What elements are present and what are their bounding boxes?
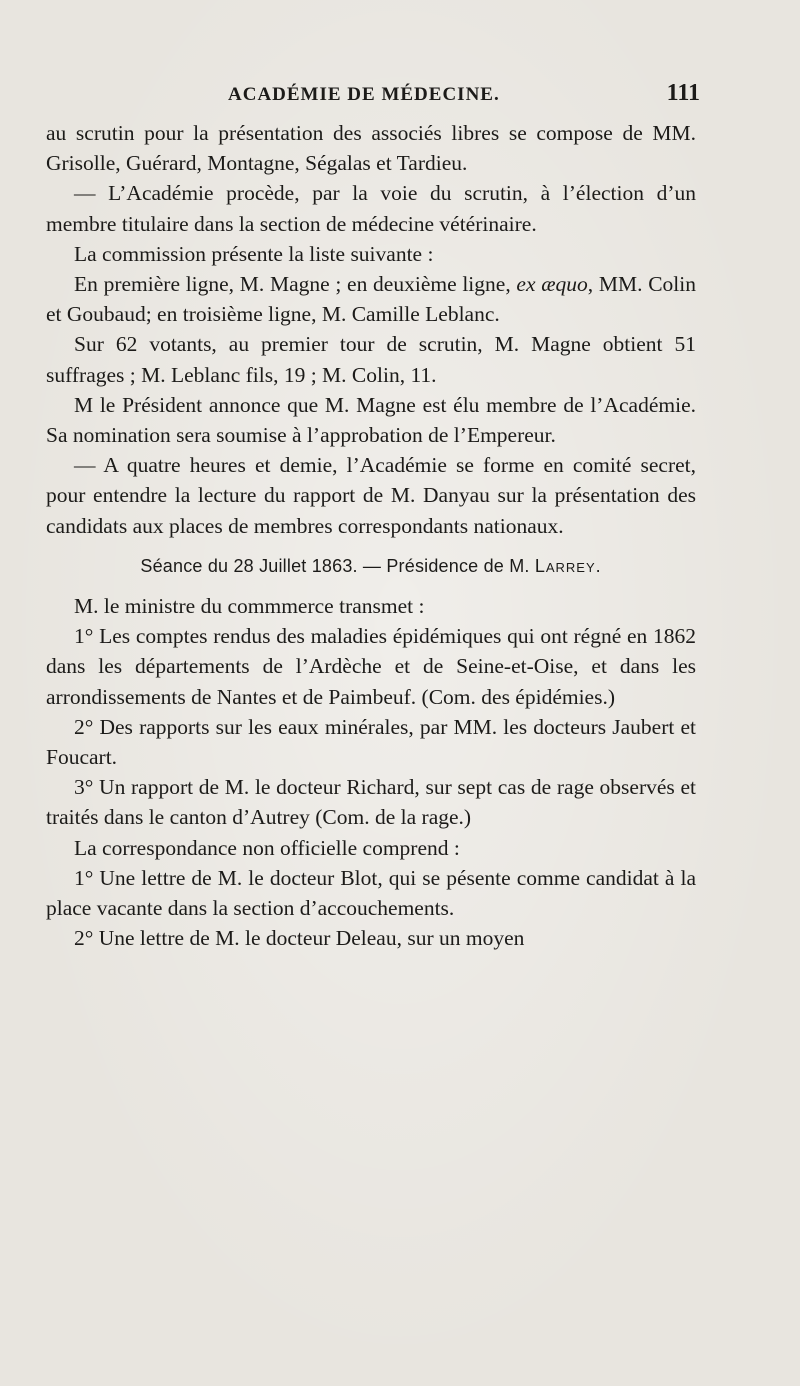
paragraph-text: , MM. Colin et Goubaud; en troisième ligne, M. Camille Leblanc. [46,272,696,327]
paragraph-text: au scrutin pour la présentation des associés libres se compose de MM. Grisolle, Guérard, Montagne, Ségalas et Tardieu. [46,121,696,176]
paragraph-text: — L’Académie procède, par la voie du scrutin, à l’élection d’un membre titulaire dans la section de médecine vétérinaire. [46,181,696,236]
paragraph [46,269,696,329]
president-name: Larrey. [534,555,602,576]
paragraph [46,239,696,269]
paragraph-text: 3° Un rapport de M. le docteur Richard, sur sept cas de rage observés et traités dans le canton d’Autrey (Com. de la rage.) [46,775,696,830]
running-title: ACADÉMIE DE MÉDECINE. [228,84,500,105]
paragraph-text: 1° Les comptes rendus des maladies épidémiques qui ont régné en 1862 dans les départements de l’Ardèche et de Seine-et-Oise, et dans les arrondissements de Nantes et de Paimbeuf. (Com. des épidémies.) [46,624,696,709]
paragraph [46,712,696,772]
paragraph-text: 2° Une lettre de M. le docteur Deleau, sur un moyen [74,926,525,951]
paragraph-text: M. le ministre du commmerce transmet : [74,594,425,619]
session-heading [46,551,696,581]
paragraph [46,329,696,389]
paragraph [46,390,696,450]
paragraph [46,450,696,541]
paragraph-text: M le Président annonce que M. Magne est élu membre de l’Académie. Sa nomination sera soumise à l’approbation de l’Empereur. [46,392,696,448]
paragraph [46,178,696,238]
latin-phrase: ex æquo [516,272,588,297]
paragraph-text: Sur 62 votants, au premier tour de scrutin, M. Magne obtient 51 suffrages ; M. Leblanc fils, 19 ; M. Colin, 11. [46,332,696,387]
paragraph-text: La commission présente la liste suivante : [74,241,434,266]
page-header [78,80,700,116]
paragraph [46,833,696,863]
paragraph [46,772,696,832]
paragraph [46,118,696,178]
paragraph [46,591,696,621]
paragraph [46,923,696,953]
paragraph-text: — A quatre heures et demie, l’Académie se forme en comité secret, pour entendre la lecture du rapport de M. Danyau sur la présentation des candidats aux places de membres correspondants nationaux. [46,453,696,538]
paragraph [46,621,696,712]
page-number: 111 [666,80,700,106]
paragraph [46,863,696,923]
paragraph-text: 1° Une lettre de M. le docteur Blot, qui se pésente comme candidat à la place vacante dans la section d’accouchements. [46,865,696,921]
paragraph-text: En première ligne, M. Magne ; en deuxième ligne, [74,272,517,297]
paragraph-text: La correspondance non officielle comprend : [74,835,460,860]
session-heading-text: Séance du 28 Juillet 1863. — Présidence de M. [140,555,535,576]
paragraph-text: 2° Des rapports sur les eaux minérales, par MM. les docteurs Jaubert et Foucart. [46,714,696,770]
page-body [46,118,696,953]
